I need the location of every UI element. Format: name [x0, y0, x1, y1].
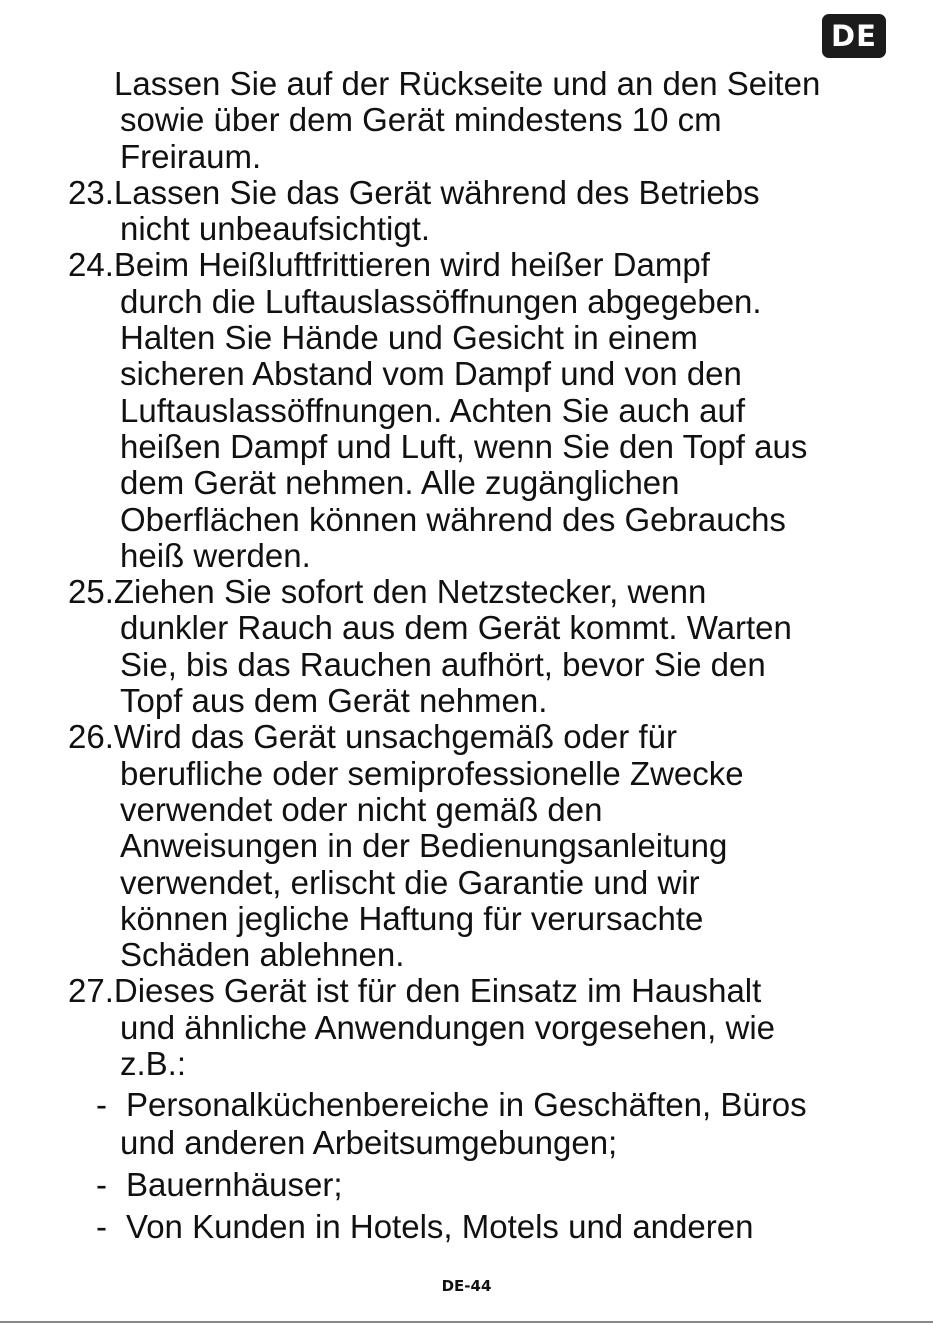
text-line: dunkler Rauch aus dem Gerät kommt. Warten: [120, 609, 792, 647]
text-line: können jegliche Haftung für verursachte: [120, 899, 704, 937]
language-badge: DE: [822, 14, 886, 58]
list-item-24: [68, 247, 882, 574]
text-line: Anweisungen in der Bedienungsanleitung: [120, 827, 728, 865]
text-line: nicht unbeaufsichtigt.: [120, 210, 431, 248]
text-line: und ähnliche Anwendungen vorgesehen, wie: [120, 1008, 776, 1046]
text-line: Topf aus dem Gerät nehmen.: [120, 682, 548, 720]
document-body: [68, 66, 882, 1246]
text-line: Personalküchenbereiche in Geschäften, Büros: [126, 1086, 807, 1124]
text-line: Bauernhäuser;: [126, 1166, 343, 1204]
list-item-27: [68, 973, 882, 1082]
item-number: 25.: [68, 573, 114, 611]
item-number: 23.: [68, 173, 114, 211]
text-line: Dieses Gerät ist für den Einsatz im Haushalt: [113, 972, 762, 1010]
text-line: heiß werden.: [120, 536, 311, 574]
sub-list: [68, 1082, 882, 1246]
text-line: und anderen Arbeitsumgebungen;: [120, 1124, 618, 1162]
dash-marker: -: [96, 1086, 107, 1124]
text-line: Sie, bis das Rauchen aufhört, bevor Sie den: [120, 645, 766, 683]
list-item-25: [68, 574, 882, 719]
text-line: Freiraum.: [120, 137, 262, 175]
sub-list-item: [68, 1166, 882, 1204]
text-line: Halten Sie Hände und Gesicht in einem: [120, 319, 698, 357]
sub-list-item: [68, 1208, 882, 1246]
text-line: Beim Heißluftfrittieren wird heißer Dampf: [113, 246, 710, 284]
text-line: durch die Luftauslassöffnungen abgegeben.: [120, 282, 762, 320]
text-line: Schäden ablehnen.: [120, 936, 405, 974]
text-line: Lassen Sie das Gerät während des Betriebs: [113, 173, 760, 211]
dash-marker: -: [96, 1208, 107, 1246]
page-number: DE-44: [441, 1277, 492, 1295]
list-item-23: [68, 175, 882, 248]
text-line: z.B.:: [120, 1045, 187, 1083]
item-number: 26.: [68, 718, 114, 756]
list-item-26: [68, 719, 882, 973]
text-line: Ziehen Sie sofort den Netzstecker, wenn: [113, 573, 707, 611]
text-line: sowie über dem Gerät mindestens 10 cm: [120, 101, 722, 139]
text-line: sicheren Abstand vom Dampf und von den: [120, 355, 742, 393]
item-number: 27.: [68, 972, 114, 1010]
text-line: Von Kunden in Hotels, Motels und anderen: [126, 1208, 754, 1246]
bottom-divider: [0, 1321, 933, 1323]
item-number: 24.: [68, 246, 114, 284]
sub-list-item: [68, 1086, 882, 1124]
text-line: Wird das Gerät unsachgemäß oder für: [113, 718, 677, 756]
text-line: dem Gerät nehmen. Alle zugänglichen: [120, 464, 680, 502]
text-line: heißen Dampf und Luft, wenn Sie den Topf aus: [120, 427, 808, 465]
text-line: verwendet oder nicht gemäß den: [120, 790, 603, 828]
text-line: verwendet, erlischt die Garantie und wir: [120, 863, 700, 901]
text-line: Lassen Sie auf der Rückseite und an den Seiten: [114, 65, 821, 102]
text-line: Oberflächen können während des Gebrauchs: [120, 500, 786, 538]
text-line: berufliche oder semiprofessionelle Zwecke: [120, 754, 744, 792]
text-line: Luftauslassöffnungen. Achten Sie auch auf: [120, 391, 746, 429]
intro-paragraph: [68, 66, 882, 175]
dash-marker: -: [96, 1166, 107, 1204]
